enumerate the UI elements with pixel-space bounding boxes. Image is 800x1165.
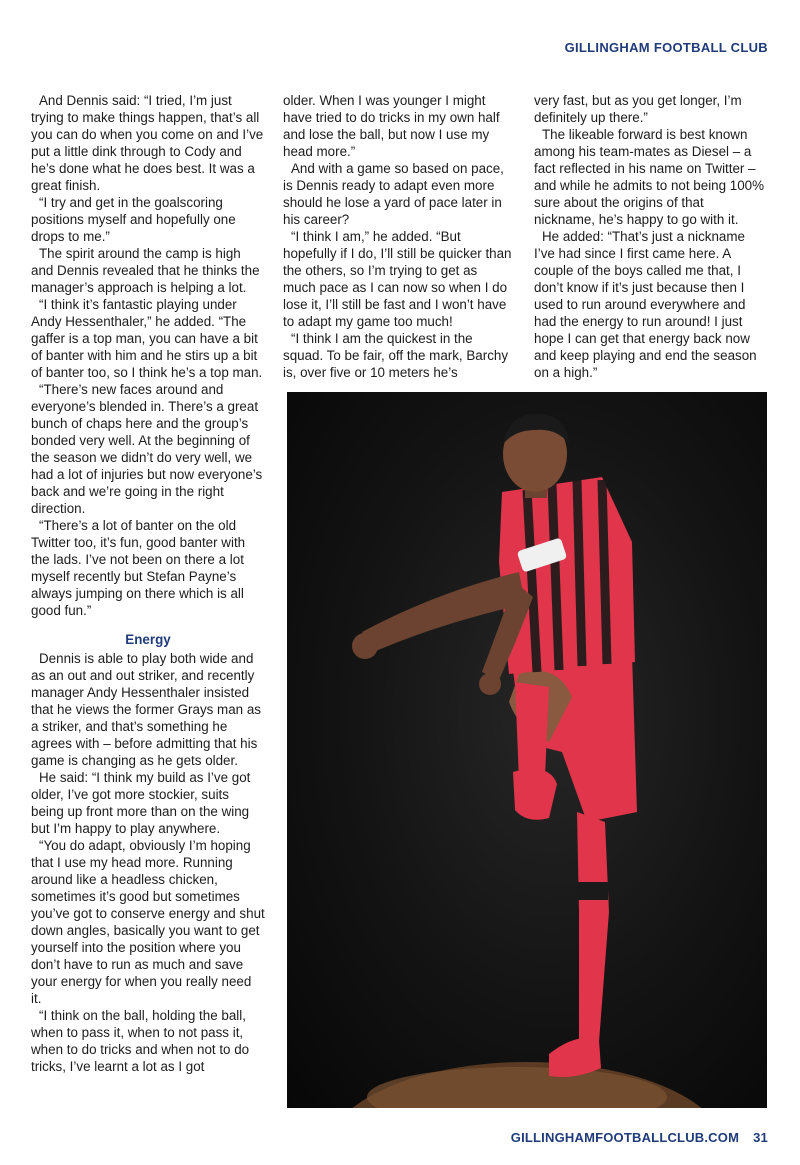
article-column-1 (31, 92, 265, 1075)
paragraph: He added: “That’s just a nickname I’ve had since I first came here. A couple of the boys called me that, I don’t know if it’s just because then I used to run around everywhere and had the energy to run around! I just hope I can get that energy back now and keep playing and end the season on a high.” (534, 229, 757, 380)
section-subheading: Energy (125, 632, 171, 647)
sock-band (578, 882, 608, 900)
footer-website: GILLINGHAMFOOTBALLCLUB.COM (510, 1130, 740, 1145)
paragraph: very fast, but as you get longer, I’m definitely up there.” (534, 93, 742, 125)
paragraph: “I think I am the quickest in the squad. To be fair, off the mark, Barchy is, over five or 10 meters he’s (283, 331, 509, 380)
boot-standing (549, 1038, 601, 1077)
hand-left (352, 633, 378, 659)
paragraph: The likeable forward is best known among his team-mates as Diesel – a fact reflected in his name on Twitter – and while he admits to not being 100% sure about the origins of that nickname, he’s happy to go with it. (534, 127, 765, 227)
paragraph: “You do adapt, obviously I’m hoping that I use my head more. Running around like a headless chicken, sometimes it’s good but sometimes you’ve got to conserve energy and shut down angles, basically you want to get yourself into the position where you don’t have to run as much and save your energy for when you really need it. (31, 838, 265, 1006)
paragraph: “I think I am,” he added. “But hopefully if I do, I’ll still be quicker than the others, so I’m trying to get as much pace as I can now so when I do lose it, I’ll still be fast and I won’t have to adapt my game too much! (283, 229, 512, 329)
paragraph: “I try and get in the goalscoring positions myself and hopefully one drops to me.” (31, 195, 236, 244)
page-footer (511, 1130, 768, 1145)
paragraph: “There’s a lot of banter on the old Twitter too, it’s fun, good banter with the lads. I’ve not been on there a lot myself recently but Stefan Payne’s always jumping on there which is all good fun.” (31, 518, 246, 618)
page-number: 31 (753, 1130, 768, 1145)
paragraph: The spirit around the camp is high and Dennis revealed that he thinks the manager’s approach is helping a lot. (31, 246, 260, 295)
player-photo (287, 392, 767, 1108)
paragraph: And with a game so based on pace, is Dennis ready to adapt even more should he lose a yard of pace later in his career? (283, 161, 504, 227)
paragraph: He said: “I think my build as I’ve got older, I’ve got more stockier, suits being up front more than on the wing but I’m happy to play anywhere. (31, 770, 251, 836)
player-illustration (287, 392, 767, 1108)
paragraph: Dennis is able to play both wide and as an out and out striker, and recently manager Andy Hessenthaler insisted that he views the former Grays man as a striker, and that’s something he agrees with – before admitting that his game is changing as he gets older. (31, 651, 261, 768)
raised-leg-shin (515, 682, 549, 780)
article-column-2 (283, 92, 512, 381)
paragraph: “I think on the ball, holding the ball, when to pass it, when to not pass it, when to do tricks and when not to do tricks, I’ve learnt a lot as I got (31, 1008, 250, 1074)
standing-leg (577, 812, 609, 1042)
paragraph: And Dennis said: “I tried, I’m just trying to make things happen, that’s all you can do when you come on and I’ve put a little dink through to Cody and he’s done what he does best. It was a great finish. (31, 93, 264, 193)
paragraph: older. When I was younger I might have tried to do tricks in my own half and lose the ball, but now I use my head more.” (283, 93, 500, 159)
paragraph: “There’s new faces around and everyone’s blended in. There’s a great bunch of chaps here and the group’s bonded very well. At the beginning of the season we didn’t do very well, we had a lot of injuries but now everyone’s back and we’re going in the right direction. (31, 382, 263, 516)
paragraph: “I think it’s fantastic playing under Andy Hessenthaler,” he added. “The gaffer is a top man, you can have a bit of banter with him and he stirs up a bit of banter too, so I think he’s a top man. (31, 297, 263, 380)
boot-raised (513, 769, 557, 820)
article-column-3 (534, 92, 768, 381)
hand-right (479, 673, 501, 695)
header-club-name: GILLINGHAM FOOTBALL CLUB (564, 40, 768, 55)
